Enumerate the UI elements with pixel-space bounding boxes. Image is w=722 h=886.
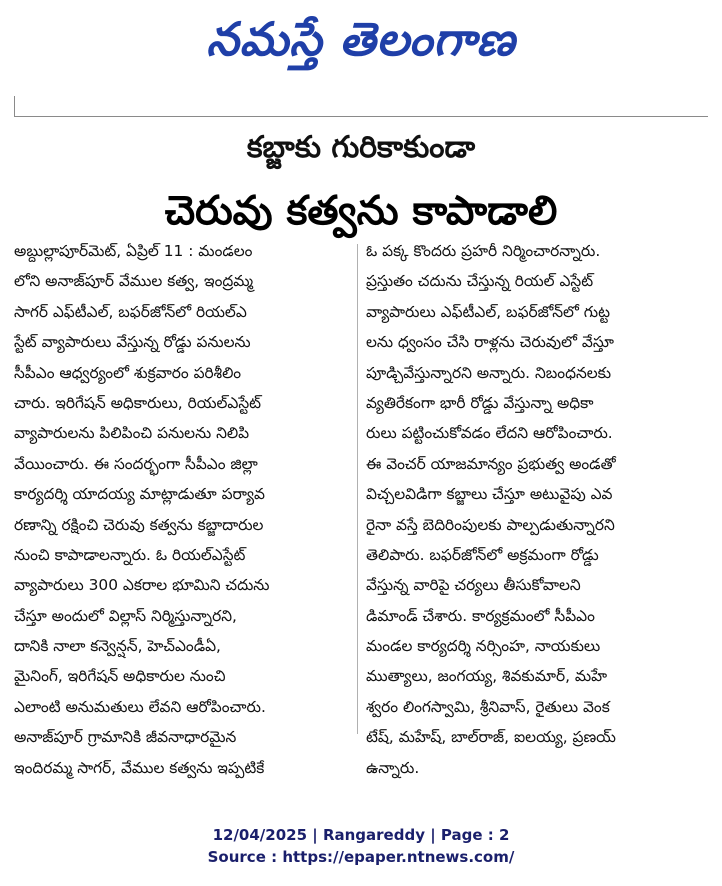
article-line: దానికి నాలా కన్వెన్షన్, హెచ్‌ఎండీఏ,: [14, 637, 221, 656]
article-line: రులు పట్టించుకోవడం లేదని ఆరోపించారు.: [366, 424, 613, 443]
footer-source: Source : https://epaper.ntnews.com/: [207, 848, 515, 866]
article-line: వేయించారు. ఈ సందర్భంగా సీపీఎం జిల్లా: [14, 454, 258, 473]
article-line: అనాజ్‌పూర్ గ్రామానికి జీవనాధారమైన: [14, 728, 237, 747]
article-line: చేస్తూ అందులో విల్లాస్ నిర్మిస్తున్నారని,: [14, 606, 237, 625]
article-line: లోని అనాజ్‌పూర్ వేముల కత్వ, ఇంద్రమ్మ: [14, 272, 254, 291]
article-line: వ్యాపారులను పిలిపించి పనులను నిలిపి: [14, 424, 250, 443]
article-line: రణాన్ని రక్షించి చెరువు కత్వను కబ్జాదారుల: [14, 515, 264, 534]
left-border-line: [14, 96, 15, 116]
article-column-left: [14, 236, 350, 783]
article-line: లను ధ్వంసం చేసి రాళ్లను చెరువులో వేస్తూ: [366, 333, 614, 352]
article-line: డిమాండ్ చేశారు. కార్యక్రమంలో సీపీఎం: [366, 606, 595, 625]
article-line: స్టేట్ వ్యాపారులు వేస్తున్న రోడ్డు పనులను: [14, 333, 251, 352]
article-line: పూడ్చివేస్తున్నారని అన్నారు. నిబంధనలకు: [366, 363, 612, 382]
column-divider: [357, 244, 358, 734]
header-divider: [14, 116, 708, 117]
article-line: ఎలాంటి అనుమతులు లేవని ఆరోపించారు.: [14, 697, 266, 716]
article-line: విచ్చలవిడిగా కబ్జాలు చేస్తూ అటువైపు ఎవ: [366, 485, 613, 504]
article-line: ఓ పక్క కొందరు ప్రహరీ నిర్మించారన్నారు.: [366, 242, 601, 260]
article-line: ఇందిరమ్మ సాగర్, వేముల కత్వను ఇప్పటికే: [14, 758, 265, 777]
article-line: తెలిపారు. బఫర్‌జోన్‌లో అక్రమంగా రోడ్డు: [366, 545, 599, 564]
article-line: అబ్దుల్లాపూర్‌మెట్, ఏప్రిల్ 11 : మండలం: [14, 242, 253, 260]
article-line: శ్వరం లింగస్వామి, శ్రీనివాస్, రైతులు వెంక: [366, 697, 610, 716]
article-line: ముత్యాలు, జంగయ్య, శివకుమార్, మహే: [366, 667, 608, 686]
article-line: సీపీఎం ఆధ్వర్యంలో శుక్రవారం పరిశీలిం: [14, 363, 242, 382]
article-column-right: [366, 236, 702, 783]
article-line: మండల కార్యదర్శి నర్సింహ, నాయకులు: [366, 637, 601, 656]
article-line: ఈ వెంచర్ యాజమాన్యం ప్రభుత్వ అండతో: [366, 454, 616, 473]
article-headline: చెరువు కత్వను కాపాడాలి: [164, 188, 558, 234]
article-line: మైనింగ్, ఇరిగేషన్ అధికారుల నుంచి: [14, 667, 226, 686]
masthead-logo: నమస్తే తెలంగాణ: [206, 12, 516, 66]
article-line: ప్రస్తుతం చదును చేస్తున్న రియల్ ఎస్టేట్: [366, 272, 594, 291]
article-line: నుంచి కాపాడాలన్నారు. ఓ రియల్‌ఎస్టేట్: [14, 545, 246, 564]
article-line: సాగర్ ఎఫ్‌టీఎల్, బఫర్‌జోన్‌లో రియల్ఎ: [14, 302, 247, 321]
article-line: వ్యతిరేకంగా భారీ రోడ్డు వేస్తున్నా అధికా: [366, 393, 594, 412]
article-line: రైనా వస్తే బెదిరింపులకు పాల్పడుతున్నారని: [366, 515, 615, 534]
article-line: ఉన్నారు.: [366, 758, 420, 777]
article-line: టేష్, మహేష్, బాల్‌రాజ్, ఐలయ్య, ప్రణయ్: [366, 728, 616, 747]
article-line: వేస్తున్న వారిపై చర్యలు తీసుకోవాలని: [366, 576, 581, 595]
article-kicker: కబ్జాకు గురికాకుండా: [246, 130, 476, 165]
article-line: వ్యాపారులు ఎఫ్‌టీఎల్, బఫర్‌జోన్‌లో గుట్ట: [366, 302, 610, 321]
article-line: చారు. ఇరిగేషన్ అధికారులు, రియల్‌ఎస్టేట్: [14, 393, 262, 412]
article-line: వ్యాపారులు 300 ఎకరాల భూమిని చదును: [14, 576, 270, 595]
footer-date-edition: 12/04/2025 | Rangareddy | Page : 2: [212, 826, 510, 844]
article-line: కార్యదర్శి యాదయ్య మాట్లాడుతూ పర్యావ: [14, 485, 265, 504]
